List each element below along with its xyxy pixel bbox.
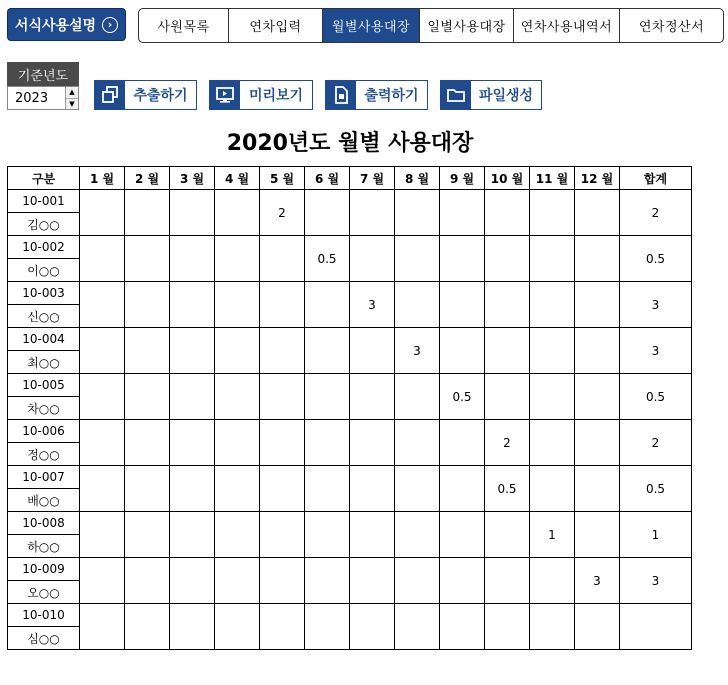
create-file-button[interactable] — [440, 80, 542, 110]
month-value-cell[interactable] — [215, 374, 260, 420]
month-value-cell[interactable] — [170, 420, 215, 466]
month-value-cell[interactable] — [125, 466, 170, 512]
month-value-cell[interactable] — [80, 466, 125, 512]
total-cell[interactable]: 3 — [620, 282, 692, 328]
print-button-label: 출력하기 — [364, 88, 419, 104]
employee-id-cell[interactable]: 10-001 — [8, 190, 80, 213]
month-value-cell[interactable] — [305, 420, 350, 466]
month-value-cell[interactable] — [215, 420, 260, 466]
year-label: 기준년도 — [7, 62, 79, 86]
month-value-cell[interactable] — [170, 282, 215, 328]
month-value-cell[interactable] — [575, 328, 620, 374]
month-value-cell[interactable] — [260, 374, 305, 420]
month-value-cell[interactable] — [395, 558, 440, 604]
month-value-cell[interactable] — [125, 604, 170, 650]
month-value-cell[interactable] — [395, 374, 440, 420]
month-value-cell[interactable]: 0.5 — [440, 374, 485, 420]
monitor-icon — [210, 80, 240, 110]
month-value-cell[interactable] — [170, 328, 215, 374]
month-value-cell[interactable] — [125, 236, 170, 282]
table-row — [8, 466, 692, 489]
month-value-cell[interactable] — [80, 282, 125, 328]
month-value-cell[interactable] — [80, 558, 125, 604]
month-value-cell[interactable] — [170, 236, 215, 282]
month-value-cell[interactable] — [440, 420, 485, 466]
employee-id-cell[interactable]: 10-007 — [8, 466, 80, 489]
month-value-cell[interactable] — [170, 190, 215, 236]
year-stepper[interactable] — [7, 86, 79, 110]
month-value-cell[interactable] — [440, 190, 485, 236]
month-value-cell[interactable] — [260, 420, 305, 466]
month-value-cell[interactable] — [485, 236, 530, 282]
month-value-cell[interactable] — [305, 604, 350, 650]
month-value-cell[interactable]: 2 — [485, 420, 530, 466]
month-value-cell[interactable] — [440, 512, 485, 558]
month-value-cell[interactable] — [485, 190, 530, 236]
month-value-cell[interactable] — [215, 558, 260, 604]
month-value-cell[interactable] — [395, 604, 440, 650]
month-value-cell[interactable] — [350, 328, 395, 374]
month-value-cell[interactable] — [305, 466, 350, 512]
total-cell[interactable]: 3 — [620, 558, 692, 604]
month-value-cell[interactable] — [530, 558, 575, 604]
month-value-cell[interactable] — [395, 512, 440, 558]
month-value-cell[interactable] — [530, 282, 575, 328]
month-value-cell[interactable] — [350, 558, 395, 604]
monthly-ledger-table — [7, 166, 692, 650]
column-header: 4 월 — [215, 167, 260, 190]
month-value-cell[interactable] — [170, 604, 215, 650]
month-value-cell[interactable] — [125, 282, 170, 328]
preview-button-label: 미리보기 — [248, 88, 304, 104]
table-row — [8, 374, 692, 397]
month-value-cell[interactable] — [215, 190, 260, 236]
month-value-cell[interactable] — [440, 558, 485, 604]
month-value-cell[interactable] — [530, 420, 575, 466]
create-file-button-label: 파일생성 — [478, 88, 534, 104]
month-value-cell[interactable] — [170, 374, 215, 420]
column-header: 11 월 — [530, 167, 575, 190]
employee-name-cell[interactable]: 하○○ — [8, 535, 80, 558]
column-header: 6 월 — [305, 167, 350, 190]
employee-id-cell[interactable]: 10-009 — [8, 558, 80, 581]
month-value-cell[interactable] — [125, 328, 170, 374]
column-header: 7 월 — [350, 167, 395, 190]
month-value-cell[interactable] — [575, 190, 620, 236]
employee-name-cell[interactable]: 최○○ — [8, 351, 80, 374]
table-row — [8, 190, 692, 213]
employee-name-cell[interactable]: 김○○ — [8, 213, 80, 236]
month-value-cell[interactable] — [530, 190, 575, 236]
month-value-cell[interactable] — [305, 374, 350, 420]
employee-name-cell[interactable]: 차○○ — [8, 397, 80, 420]
employee-id-cell[interactable]: 10-002 — [8, 236, 80, 259]
month-value-cell[interactable] — [350, 466, 395, 512]
tab-daily-ledger[interactable]: 일별사용대장 — [420, 9, 514, 42]
extract-button-label: 추출하기 — [133, 88, 188, 104]
print-file-icon — [326, 80, 356, 110]
month-value-cell[interactable] — [80, 512, 125, 558]
month-value-cell[interactable] — [485, 558, 530, 604]
month-value-cell[interactable] — [485, 282, 530, 328]
month-value-cell[interactable]: 3 — [350, 282, 395, 328]
month-value-cell[interactable] — [440, 236, 485, 282]
month-value-cell[interactable]: 2 — [260, 190, 305, 236]
month-value-cell[interactable]: 0.5 — [305, 236, 350, 282]
month-value-cell[interactable]: 3 — [395, 328, 440, 374]
page-title: 2020년도 월별 사용대장 — [226, 131, 474, 156]
column-header: 3 월 — [170, 167, 215, 190]
month-value-cell[interactable] — [530, 466, 575, 512]
month-value-cell[interactable] — [80, 328, 125, 374]
tab-leave-settlement[interactable]: 연차정산서 — [638, 20, 705, 35]
month-value-cell[interactable] — [260, 512, 305, 558]
month-value-cell[interactable] — [350, 604, 395, 650]
employee-id-cell[interactable]: 10-008 — [8, 512, 80, 535]
month-value-cell[interactable] — [485, 512, 530, 558]
month-value-cell[interactable] — [215, 282, 260, 328]
month-value-cell[interactable] — [170, 558, 215, 604]
month-value-cell[interactable] — [80, 190, 125, 236]
month-value-cell[interactable] — [215, 512, 260, 558]
month-value-cell[interactable] — [215, 328, 260, 374]
month-value-cell[interactable] — [485, 374, 530, 420]
employee-name-cell[interactable]: 신○○ — [8, 305, 80, 328]
month-value-cell[interactable] — [395, 466, 440, 512]
month-value-cell[interactable] — [125, 374, 170, 420]
tab-leave-input[interactable]: 연차입력 — [229, 9, 323, 42]
table-row — [8, 558, 692, 581]
tab-leave-usage-report[interactable]: 연차사용내역서 — [514, 9, 620, 42]
month-value-cell[interactable] — [575, 420, 620, 466]
month-value-cell[interactable] — [170, 466, 215, 512]
month-value-cell[interactable] — [575, 374, 620, 420]
table-row — [8, 604, 692, 627]
employee-id-cell[interactable]: 10-005 — [8, 374, 80, 397]
month-value-cell[interactable] — [440, 466, 485, 512]
table-row — [8, 512, 692, 535]
total-cell[interactable]: 0.5 — [620, 466, 692, 512]
month-value-cell[interactable] — [530, 374, 575, 420]
employee-name-cell[interactable]: 배○○ — [8, 489, 80, 512]
column-header: 5 월 — [260, 167, 305, 190]
month-value-cell[interactable] — [170, 512, 215, 558]
month-value-cell[interactable] — [80, 374, 125, 420]
employee-name-cell[interactable]: 심○○ — [8, 627, 80, 650]
month-value-cell[interactable] — [440, 328, 485, 374]
help-button-label: 서식사용설명 — [14, 17, 97, 34]
folder-icon — [441, 80, 471, 110]
table-row — [8, 328, 692, 351]
tab-monthly-ledger[interactable]: 월별사용대장 — [323, 9, 420, 42]
employee-id-cell[interactable]: 10-003 — [8, 282, 80, 305]
print-button[interactable] — [325, 80, 428, 110]
month-value-cell[interactable] — [80, 236, 125, 282]
help-button[interactable] — [7, 8, 126, 41]
month-value-cell[interactable] — [215, 604, 260, 650]
total-cell[interactable]: 2 — [620, 420, 692, 466]
tab-bar — [138, 8, 724, 43]
month-value-cell[interactable] — [530, 328, 575, 374]
month-value-cell[interactable] — [260, 604, 305, 650]
month-value-cell[interactable] — [440, 604, 485, 650]
column-header: 9 월 — [440, 167, 485, 190]
month-value-cell[interactable] — [575, 466, 620, 512]
column-header: 10 월 — [485, 167, 530, 190]
employee-id-cell[interactable]: 10-004 — [8, 328, 80, 351]
month-value-cell[interactable] — [80, 604, 125, 650]
month-value-cell[interactable] — [395, 190, 440, 236]
extract-button[interactable] — [94, 80, 197, 110]
month-value-cell[interactable] — [305, 512, 350, 558]
month-value-cell[interactable] — [305, 282, 350, 328]
month-value-cell[interactable] — [350, 512, 395, 558]
month-value-cell[interactable] — [80, 420, 125, 466]
total-cell[interactable]: 1 — [620, 512, 692, 558]
table-row — [8, 236, 692, 259]
month-value-cell[interactable] — [395, 420, 440, 466]
month-value-cell[interactable] — [260, 558, 305, 604]
column-header: 구분 — [8, 167, 80, 190]
month-value-cell[interactable] — [125, 420, 170, 466]
month-value-cell[interactable] — [215, 466, 260, 512]
tab-employee-list[interactable]: 사원목록 — [139, 9, 229, 42]
month-value-cell[interactable] — [440, 282, 485, 328]
month-value-cell[interactable] — [350, 420, 395, 466]
employee-id-cell[interactable]: 10-006 — [8, 420, 80, 443]
month-value-cell[interactable] — [485, 604, 530, 650]
month-value-cell[interactable]: 3 — [575, 558, 620, 604]
table-row — [8, 282, 692, 305]
column-header: 1 월 — [80, 167, 125, 190]
spin-up-icon[interactable]: ▲ — [66, 87, 78, 99]
month-value-cell[interactable] — [350, 190, 395, 236]
month-value-cell[interactable] — [125, 190, 170, 236]
month-value-cell[interactable] — [215, 236, 260, 282]
month-value-cell[interactable] — [485, 328, 530, 374]
month-value-cell[interactable] — [575, 512, 620, 558]
circle-chevron-right-icon: › — [102, 17, 118, 33]
total-cell[interactable]: 2 — [620, 190, 692, 236]
month-value-cell[interactable] — [395, 236, 440, 282]
month-value-cell[interactable] — [260, 236, 305, 282]
month-value-cell[interactable] — [305, 558, 350, 604]
month-value-cell[interactable]: 1 — [530, 512, 575, 558]
month-value-cell[interactable] — [350, 374, 395, 420]
column-header: 8 월 — [395, 167, 440, 190]
month-value-cell[interactable] — [125, 558, 170, 604]
spin-down-icon[interactable]: ▼ — [66, 99, 78, 110]
copy-icon — [95, 80, 125, 110]
month-value-cell[interactable] — [575, 236, 620, 282]
column-header: 2 월 — [125, 167, 170, 190]
preview-button[interactable] — [209, 80, 313, 110]
month-value-cell[interactable] — [260, 282, 305, 328]
header-row — [8, 167, 692, 190]
month-value-cell[interactable] — [260, 466, 305, 512]
total-cell[interactable]: 3 — [620, 328, 692, 374]
employee-name-cell[interactable]: 이○○ — [8, 259, 80, 282]
month-value-cell[interactable] — [305, 328, 350, 374]
month-value-cell[interactable] — [125, 512, 170, 558]
table-row — [8, 420, 692, 443]
month-value-cell[interactable] — [350, 236, 395, 282]
month-value-cell[interactable] — [530, 236, 575, 282]
employee-name-cell[interactable]: 오○○ — [8, 581, 80, 604]
column-header: 12 월 — [575, 167, 620, 190]
month-value-cell[interactable]: 0.5 — [485, 466, 530, 512]
month-value-cell[interactable] — [395, 282, 440, 328]
total-cell[interactable] — [620, 604, 692, 650]
column-header: 합계 — [620, 167, 692, 190]
month-value-cell[interactable] — [260, 328, 305, 374]
employee-id-cell[interactable]: 10-010 — [8, 604, 80, 627]
month-value-cell[interactable] — [305, 190, 350, 236]
total-cell[interactable]: 0.5 — [620, 374, 692, 420]
total-cell[interactable]: 0.5 — [620, 236, 692, 282]
month-value-cell[interactable] — [575, 604, 620, 650]
month-value-cell[interactable] — [575, 282, 620, 328]
employee-name-cell[interactable]: 정○○ — [8, 443, 80, 466]
month-value-cell[interactable] — [530, 604, 575, 650]
year-value[interactable]: 2023 — [15, 90, 49, 106]
